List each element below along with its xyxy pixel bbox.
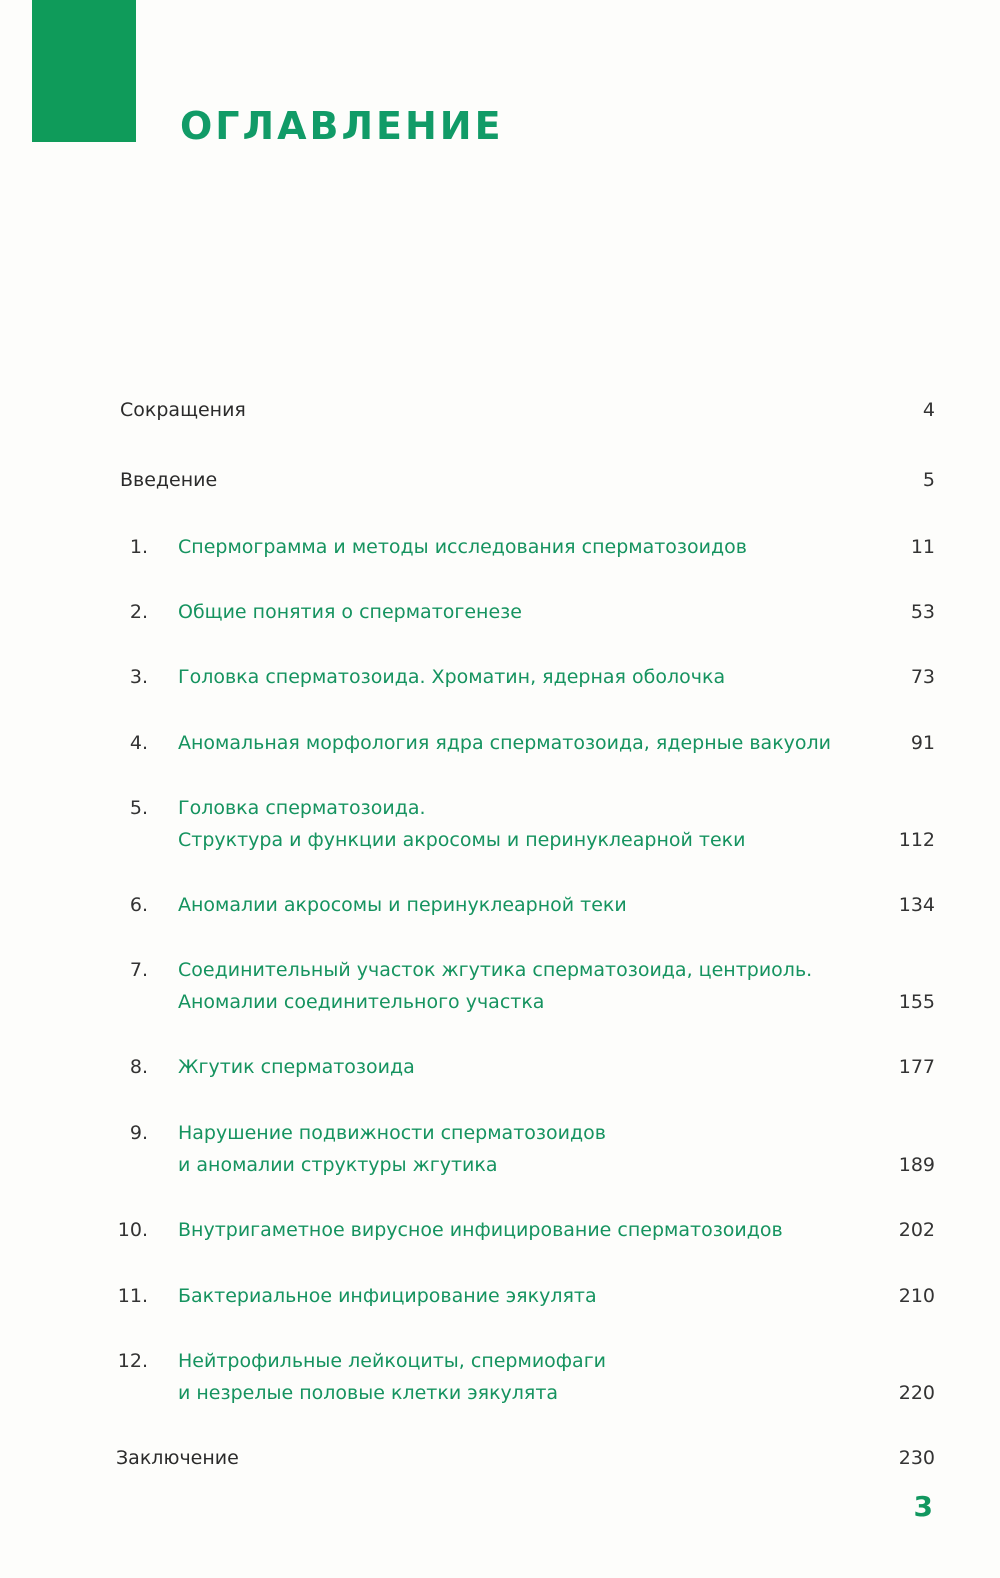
toc-entry-title: Заключение <box>116 1447 239 1469</box>
toc-entry-number: 1. <box>129 536 148 558</box>
toc-entry-page: 134 <box>898 894 935 916</box>
toc-entry-number: 6. <box>129 894 148 916</box>
toc-entry-number: 3. <box>129 666 148 688</box>
toc-entry-page: 189 <box>898 1154 935 1176</box>
toc-entry-page: 11 <box>910 536 935 558</box>
toc-entry-title: Аномалии акросомы и перинуклеарной теки <box>178 894 627 916</box>
toc-entry-title: Соединительный участок жгутика сперматозоида, центриоль. Аномалии соединительного участка <box>178 959 813 1013</box>
toc-entry-title: Спермограмма и методы исследования сперматозоидов <box>178 536 747 558</box>
toc-entry-title: Головка сперматозоида. Структура и функции акросомы и перинуклеарной теки <box>178 797 746 851</box>
page-title: ОГЛАВЛЕНИЕ <box>180 104 504 148</box>
toc-entry-number: 9. <box>129 1122 148 1144</box>
toc-entry-page: 5 <box>922 469 935 491</box>
page-number: 3 <box>913 1490 933 1523</box>
toc-entry-number: 11. <box>117 1285 148 1307</box>
toc-entry-page: 230 <box>898 1447 935 1469</box>
toc-entry-page: 112 <box>898 829 935 851</box>
toc-entry-title: Сокращения <box>120 399 246 421</box>
toc-entry-page: 177 <box>898 1056 935 1078</box>
toc-entry-title: Жгутик сперматозоида <box>178 1056 415 1078</box>
toc-entry-page: 202 <box>898 1219 935 1241</box>
toc-entry-title: Введение <box>120 469 218 491</box>
toc-entry-number: 8. <box>129 1056 148 1078</box>
toc-entry-title: Внутригаметное вирусное инфицирование сперматозоидов <box>178 1219 783 1241</box>
toc-entry-number: 10. <box>117 1219 148 1241</box>
toc-entry-title: Головка сперматозоида. Хроматин, ядерная оболочка <box>178 666 726 688</box>
toc-entry-title: Аномальная морфология ядра сперматозоида, ядерные вакуоли <box>178 732 832 754</box>
toc-entry-title: Общие понятия о сперматогенезе <box>178 601 522 623</box>
toc-entry-page: 220 <box>898 1382 935 1404</box>
toc-entry-number: 2. <box>129 601 148 623</box>
toc-entry-title: Нейтрофильные лейкоциты, спермиофаги и незрелые половые клетки эякулята <box>178 1350 607 1404</box>
toc-entry-title: Бактериальное инфицирование эякулята <box>178 1285 597 1307</box>
toc-entry-number: 7. <box>129 959 148 981</box>
toc-entry-page: 73 <box>910 666 935 688</box>
toc-entry-number: 5. <box>129 797 148 819</box>
toc-entry-page: 53 <box>910 601 935 623</box>
toc-entry-number: 4. <box>129 732 148 754</box>
toc-entry-title: Нарушение подвижности сперматозоидов и аномалии структуры жгутика <box>178 1122 606 1176</box>
toc-entry-page: 155 <box>898 991 935 1013</box>
toc-entry-page: 4 <box>922 399 935 421</box>
toc-entry-page: 210 <box>898 1285 935 1307</box>
toc-entry-number: 12. <box>117 1350 148 1372</box>
toc-entry-page: 91 <box>910 732 935 754</box>
accent-block <box>32 0 136 142</box>
